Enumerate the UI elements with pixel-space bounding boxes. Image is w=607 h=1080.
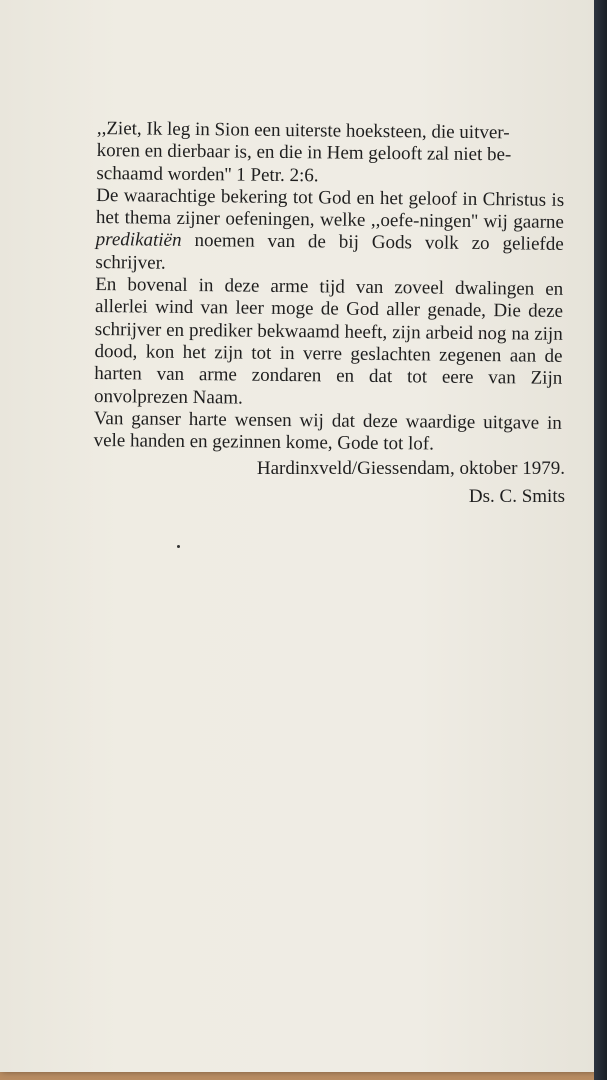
emphasized-word: predikatiën [95,229,182,252]
author-signature: Ds. C. Smits [468,486,565,507]
paragraph-text: noemen van de bij Gods volk zo geliefde schrijver. [95,230,564,274]
paragraph-prayer: En bovenal in deze arme tijd van zoveel dwalingen en allerlei wind van leer moge de God aller genade, Die deze schrijver en prediker bekwaamd heeft, zijn arbeid nog na zijn dood, kon het zijn tot in verre geslachten zegenen aan de harten van arme zondaren en dat tot eere van Zijn onvolprezen Naam. [93,274,564,409]
paragraph-wish: Van ganser harte wensen wij dat deze waardige uitgave in vele handen en gezinnen kome, Gode tot lof. [93,407,562,455]
paragraph-quote [96,118,565,190]
paragraph-text: De waarachtige bekering tot God en het geloof in Christus is het thema zijner oefeningen, welke ,,oefe-ningen'' wij gaarne [95,184,565,234]
show-through-text: ​ [567,435,569,456]
ink-speck [177,545,180,548]
book-cover-edge [594,0,607,1080]
paragraph-theme [95,185,564,279]
place-date: Hardinxveld/Giessendam, oktober 1979. [256,458,565,479]
quote-line: koren en dierbaar is, en die in Hem gelooft zal niet be- [96,140,512,166]
quote-line: ,,Ziet, Ik leg in Sion een uiterste hoeksteen, die uitver- [96,118,510,144]
foreword-text [93,118,564,457]
quote-line: schaamd worden'' 1 Petr. 2:6. [96,162,319,186]
